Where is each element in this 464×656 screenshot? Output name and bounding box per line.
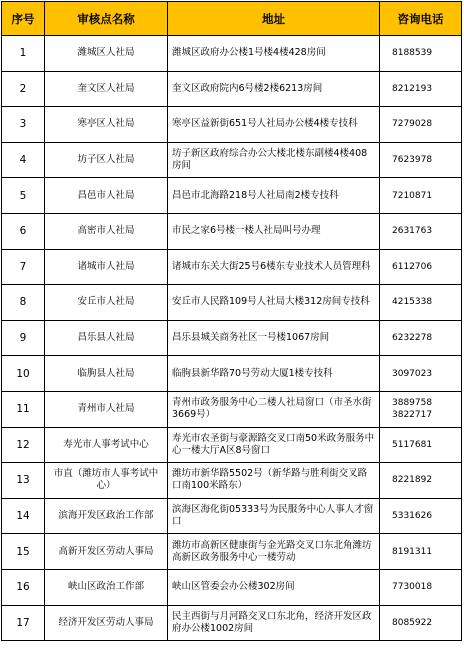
row-number: 10 bbox=[2, 356, 45, 392]
phone-number: 7623978 bbox=[392, 155, 433, 166]
review-point-address: 滨海区海化街05333号为民服务中心人事人才窗口 bbox=[168, 498, 380, 534]
row-number: 3 bbox=[2, 107, 45, 143]
review-point-name: 经济开发区劳动人事局 bbox=[45, 605, 168, 641]
phone-number: 8085922 bbox=[392, 617, 433, 628]
row-number: 12 bbox=[2, 427, 45, 463]
phone-number: 6232278 bbox=[392, 333, 433, 344]
review-point-name: 潍城区人社局 bbox=[45, 36, 168, 72]
phone-number: 6112706 bbox=[392, 261, 433, 272]
table-row bbox=[2, 534, 462, 570]
review-point-name: 诸城市人社局 bbox=[45, 249, 168, 285]
phone-number: 8212193 bbox=[392, 83, 433, 94]
review-point-name: 寿光市人事考试中心 bbox=[45, 427, 168, 463]
table-row bbox=[2, 213, 462, 249]
consult-phone bbox=[380, 36, 462, 72]
review-point-name: 市直（潍坊市人事考试中心） bbox=[45, 463, 168, 499]
table-row bbox=[2, 463, 462, 499]
header-address: 地址 bbox=[168, 2, 380, 36]
review-point-name: 高新开发区劳动人事局 bbox=[45, 534, 168, 570]
review-point-name: 奎文区人社局 bbox=[45, 71, 168, 107]
phone-number: 7730018 bbox=[392, 582, 433, 593]
row-number: 4 bbox=[2, 142, 45, 178]
review-point-address: 青州市政务服务中心二楼人社局窗口（市圣水街3669号） bbox=[168, 391, 380, 427]
phone-number: 8191311 bbox=[392, 546, 433, 557]
table-row bbox=[2, 178, 462, 214]
row-number: 11 bbox=[2, 391, 45, 427]
consult-phone bbox=[380, 534, 462, 570]
consult-phone bbox=[380, 285, 462, 321]
table-row bbox=[2, 107, 462, 143]
header-phone: 咨询电话 bbox=[380, 2, 462, 36]
table-row bbox=[2, 249, 462, 285]
review-point-address: 临朐县新华路70号劳动大厦1楼专技科 bbox=[168, 356, 380, 392]
header-row bbox=[2, 2, 462, 36]
review-point-name: 安丘市人社局 bbox=[45, 285, 168, 321]
review-point-name: 滨海开发区政治工作部 bbox=[45, 498, 168, 534]
table-row bbox=[2, 498, 462, 534]
header-no: 序号 bbox=[2, 2, 45, 36]
row-number: 2 bbox=[2, 71, 45, 107]
consult-phone bbox=[380, 249, 462, 285]
consult-phone bbox=[380, 605, 462, 641]
consult-phone bbox=[380, 391, 462, 427]
table-row bbox=[2, 36, 462, 72]
consult-phone bbox=[380, 142, 462, 178]
row-number: 14 bbox=[2, 498, 45, 534]
phone-number: 5117681 bbox=[392, 439, 433, 450]
row-number: 8 bbox=[2, 285, 45, 321]
table-row bbox=[2, 142, 462, 178]
review-point-address: 奎文区政府院内6号楼2楼6213房间 bbox=[168, 71, 380, 107]
phone-number: 7279028 bbox=[392, 119, 433, 130]
review-point-address: 诸城市东关大街25号6楼东专业技术人员管理科 bbox=[168, 249, 380, 285]
consult-phone bbox=[380, 320, 462, 356]
table-row bbox=[2, 71, 462, 107]
review-point-address: 昌乐县城关商务社区一号楼1067房间 bbox=[168, 320, 380, 356]
review-point-name: 高密市人社局 bbox=[45, 213, 168, 249]
phone-number: 7210871 bbox=[392, 190, 433, 201]
consult-phone bbox=[380, 178, 462, 214]
row-number: 5 bbox=[2, 178, 45, 214]
review-point-address: 寒亭区益新街651号人社局办公楼4楼专技科 bbox=[168, 107, 380, 143]
review-point-name: 峡山区政治工作部 bbox=[45, 569, 168, 605]
consult-phone bbox=[380, 498, 462, 534]
review-point-name: 临朐县人社局 bbox=[45, 356, 168, 392]
consult-phone bbox=[380, 71, 462, 107]
review-point-name: 昌乐县人社局 bbox=[45, 320, 168, 356]
row-number: 17 bbox=[2, 605, 45, 641]
phone-number: 3889758 bbox=[392, 398, 433, 409]
review-points-table bbox=[1, 1, 462, 641]
phone-number: 8188539 bbox=[392, 48, 433, 59]
row-number: 1 bbox=[2, 36, 45, 72]
review-point-address: 潍城区政府办公楼1号楼4楼428房间 bbox=[168, 36, 380, 72]
review-point-address: 潍坊市高新区健康街与金光路交叉口东北角潍坊高新区政务服务中心一楼劳动 bbox=[168, 534, 380, 570]
review-point-name: 昌邑市人社局 bbox=[45, 178, 168, 214]
row-number: 13 bbox=[2, 463, 45, 499]
consult-phone bbox=[380, 427, 462, 463]
table-row bbox=[2, 320, 462, 356]
header-name: 审核点名称 bbox=[45, 2, 168, 36]
phone-number: 2631763 bbox=[392, 226, 433, 237]
review-point-address: 潍坊市新华路5502号（新华路与胜利街交叉路口南100米路东） bbox=[168, 463, 380, 499]
table-row bbox=[2, 605, 462, 641]
review-point-address: 民主西街与月河路交叉口东北角，经济开发区政府办公楼1002房间 bbox=[168, 605, 380, 641]
review-point-address: 坊子新区政府综合办公大楼北楼东副楼4楼408房间 bbox=[168, 142, 380, 178]
consult-phone bbox=[380, 463, 462, 499]
table-row bbox=[2, 356, 462, 392]
consult-phone bbox=[380, 107, 462, 143]
review-point-address: 安丘市人民路109号人社局大楼312房间专技科 bbox=[168, 285, 380, 321]
consult-phone bbox=[380, 356, 462, 392]
consult-phone bbox=[380, 569, 462, 605]
table-row bbox=[2, 391, 462, 427]
review-point-name: 寒亭区人社局 bbox=[45, 107, 168, 143]
phone-number: 3822717 bbox=[392, 410, 433, 421]
review-point-address: 昌邑市北海路218号人社局南2楼专技科 bbox=[168, 178, 380, 214]
review-point-address: 峡山区管委会办公楼302房间 bbox=[168, 569, 380, 605]
phone-number: 3097023 bbox=[392, 368, 433, 379]
row-number: 7 bbox=[2, 249, 45, 285]
row-number: 6 bbox=[2, 213, 45, 249]
table-body bbox=[2, 36, 462, 641]
phone-number: 4215338 bbox=[392, 297, 433, 308]
consult-phone bbox=[380, 213, 462, 249]
row-number: 9 bbox=[2, 320, 45, 356]
review-point-name: 青州市人社局 bbox=[45, 391, 168, 427]
table-row bbox=[2, 427, 462, 463]
row-number: 15 bbox=[2, 534, 45, 570]
phone-number: 8221892 bbox=[392, 475, 433, 486]
table-row bbox=[2, 285, 462, 321]
row-number: 16 bbox=[2, 569, 45, 605]
review-point-address: 市民之家6号楼一楼人社局叫号办理 bbox=[168, 213, 380, 249]
table-row bbox=[2, 569, 462, 605]
phone-number: 5331626 bbox=[392, 511, 433, 522]
review-point-name: 坊子区人社局 bbox=[45, 142, 168, 178]
review-point-address: 寿光市农圣街与豪源路交叉口南50米政务服务中心一楼大厅A区8号窗口 bbox=[168, 427, 380, 463]
